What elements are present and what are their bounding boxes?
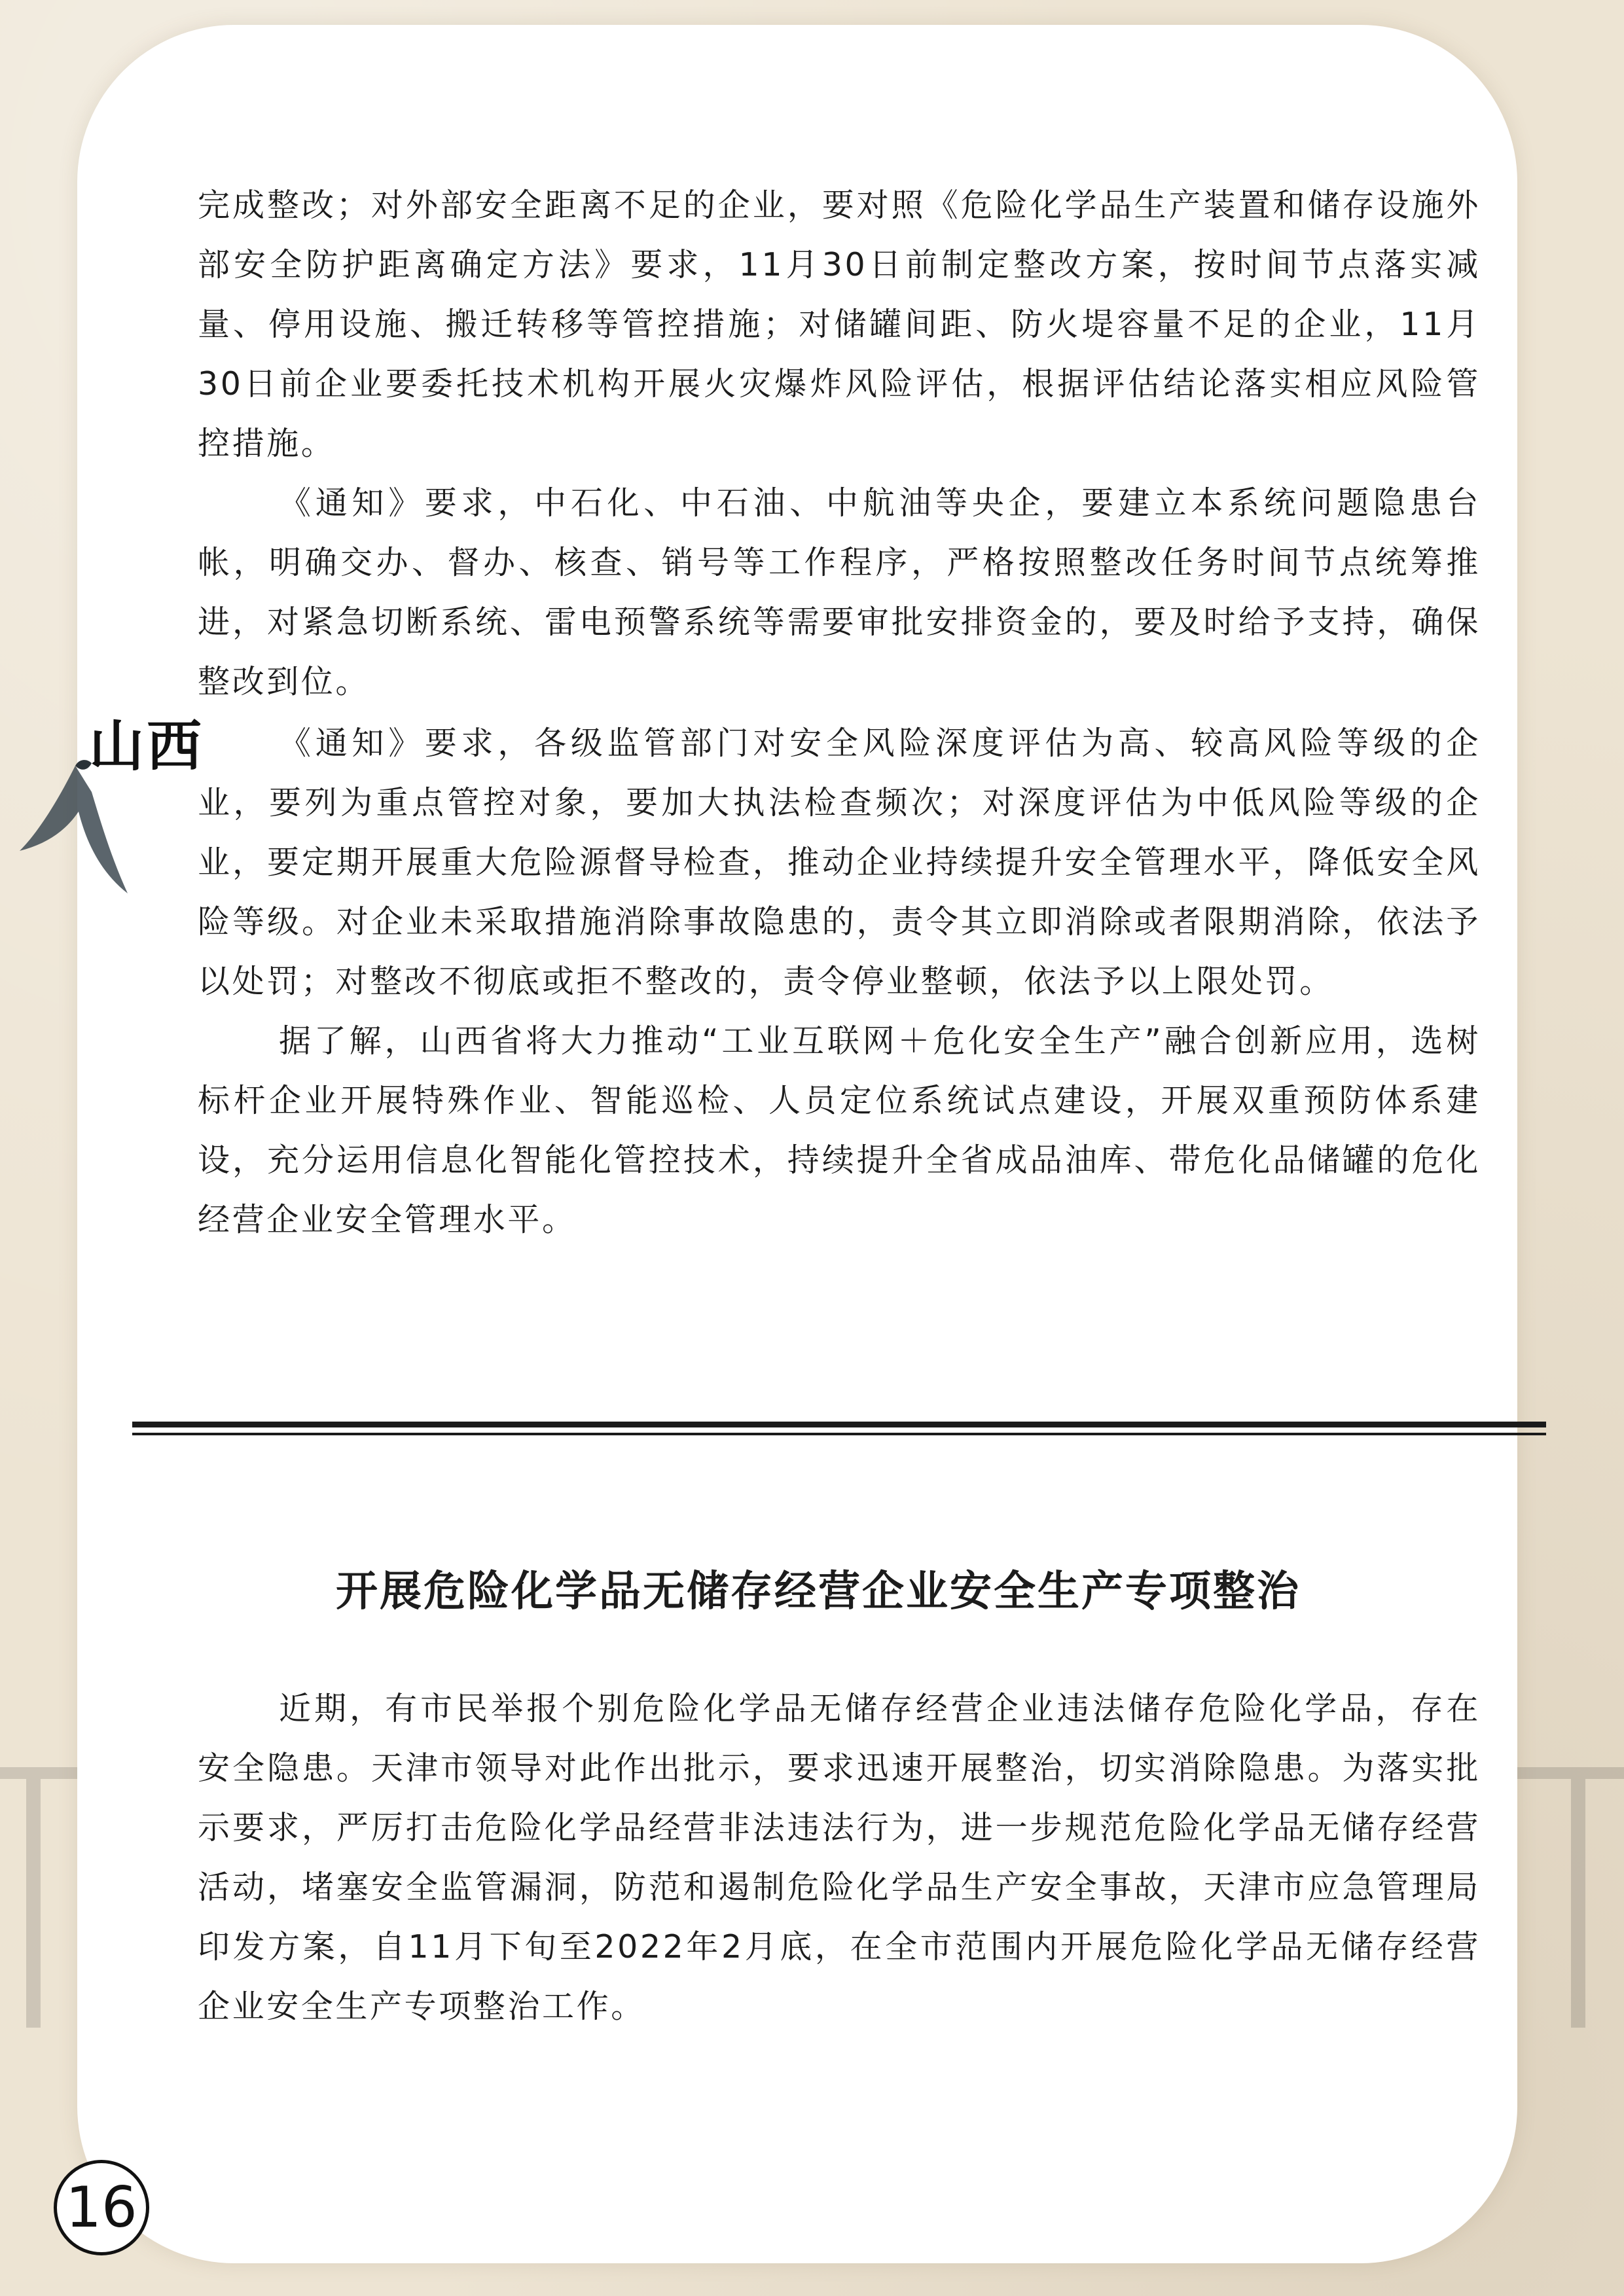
- section-divider-thin: [132, 1433, 1546, 1435]
- paragraph: 据了解，山西省将大力推动“工业互联网＋危化安全生产”融合创新应用，选树标杆企业开展特殊作业、智能巡检、人员定位系统试点建设，开展双重预防体系建设，充分运用信息化智能化管控技术，持续提升全省成品油库、带危化品储罐的危化经营企业安全管理水平。: [198, 1022, 1481, 1238]
- paragraph: 《通知》要求，各级监管部门对安全风险深度评估为高、较高风险等级的企业，要列为重点管控对象，要加大执法检查频次；对深度评估为中低风险等级的企业，要定期开展重大危险源督导检查，推动企业持续提升安全管理水平，降低安全风险等级。对企业未采取措施消除事故隐患的，责令其立即消除或者限期消除，依法予以处罚；对整改不彻底或拒不整改的，责令停业整顿，依法予以上限处罚。: [198, 725, 1481, 1000]
- region-label-shanxi: 山西: [89, 713, 205, 778]
- paragraph: 近期，有市民举报个别危险化学品无储存经营企业违法储存危险化学品，存在安全隐患。天津市领导对此作出批示，要求迅速开展整治，切实消除隐患。为落实批示要求，严厉打击危险化学品经营非法违法行为，进一步规范危险化学品无储存经营活动，堵塞安全监管漏洞，防范和遏制危险化学品生产安全事故，天津市应急管理局印发方案，自11月下旬至2022年2月底，在全市范围内开展危险化学品无储存经营企业安全生产专项整治工作。: [198, 1690, 1481, 2025]
- paragraph: 完成整改；对外部安全距离不足的企业，要对照《危险化学品生产装置和储存设施外部安全防护距离确定方法》要求，11月30日前制定整改方案，按时间节点落实减量、停用设施、搬迁转移等管控措施；对储罐间距、防火堤容量不足的企业，11月30日前企业要委托技术机构开展火灾爆炸风险评估，根据评估结论落实相应风险管控措施。: [198, 187, 1481, 462]
- article-text-bottom: [198, 1679, 1481, 2036]
- article-text-top: [198, 175, 1481, 711]
- section-divider-thick: [132, 1422, 1546, 1427]
- page-number: 16: [54, 2160, 149, 2255]
- article-text-shanxi: [198, 713, 1481, 1249]
- section-title: 开展危险化学品无储存经营企业安全生产专项整治: [336, 1568, 1301, 1616]
- paragraph: 《通知》要求，中石化、中石油、中航油等央企，要建立本系统问题隐患台帐，明确交办、督办、核查、销号等工作程序，严格按照整改任务时间节点统筹推进，对紧急切断系统、雷电预警系统等需要审批安排资金的，要及时给予支持，确保整改到位。: [198, 484, 1481, 700]
